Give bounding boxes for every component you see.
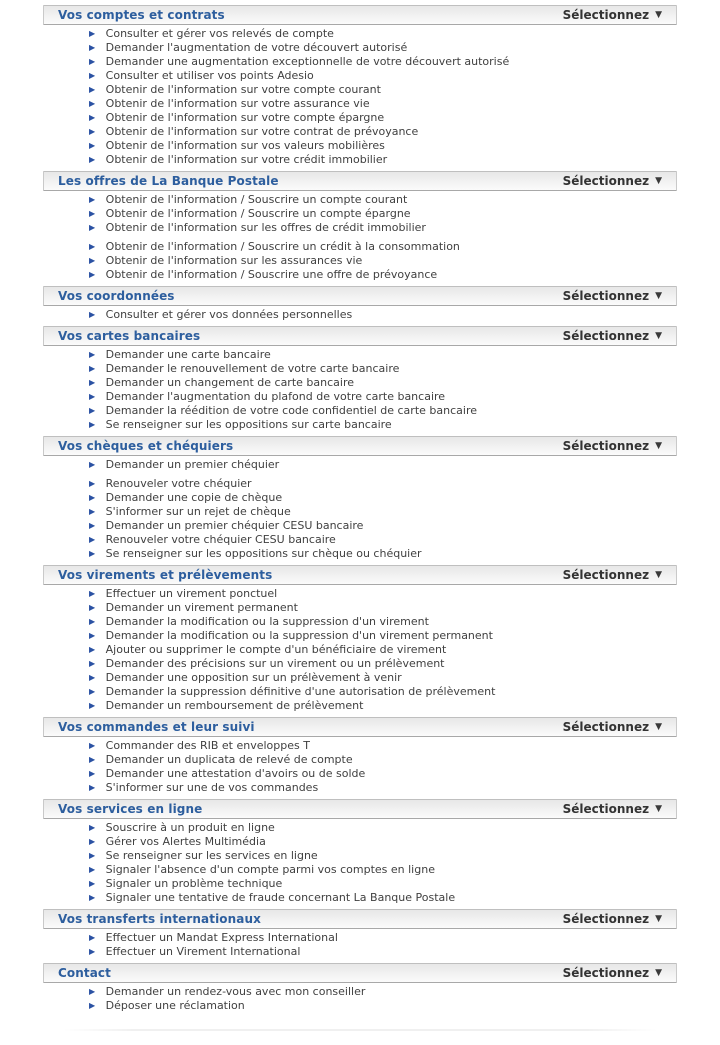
item-link[interactable]: Demander un duplicata de relevé de compte — [105, 753, 353, 766]
play-icon: ▶ — [89, 155, 96, 164]
item-link[interactable]: Consulter et utiliser vos points Adesio — [105, 69, 314, 82]
list-item[interactable] — [43, 739, 677, 753]
item-link[interactable]: Obtenir de l'information / Souscrire un compte courant — [105, 193, 408, 206]
list-item[interactable] — [43, 999, 677, 1013]
section-items — [43, 585, 677, 717]
item-link[interactable]: Obtenir de l'information / Souscrire un crédit à la consommation — [105, 240, 460, 253]
play-icon: ▶ — [89, 645, 96, 654]
item-link[interactable]: Demander un rendez-vous avec mon conseiller — [105, 985, 366, 998]
list-item[interactable] — [43, 41, 677, 55]
play-icon: ▶ — [89, 837, 96, 846]
section-title[interactable]: Contact — [58, 966, 111, 980]
play-icon: ▶ — [89, 893, 96, 902]
play-icon: ▶ — [89, 406, 96, 415]
play-icon: ▶ — [89, 242, 96, 251]
chevron-down-icon: ▼ — [655, 721, 662, 732]
list-item[interactable] — [43, 601, 677, 615]
list-item[interactable] — [43, 615, 677, 629]
item-link[interactable]: Demander une augmentation exceptionnelle de votre découvert autorisé — [105, 55, 510, 68]
accordion-section — [43, 909, 677, 963]
play-icon: ▶ — [89, 521, 96, 530]
select-dropdown[interactable] — [563, 802, 662, 816]
accordion-section — [43, 286, 677, 326]
item-link[interactable]: Demander des précisions sur un virement ou un prélèvement — [105, 657, 445, 670]
section-title[interactable]: Vos chèques et chéquiers — [58, 439, 234, 453]
accordion-list — [43, 5, 677, 1017]
accordion-section — [43, 963, 677, 1017]
select-dropdown[interactable] — [563, 720, 662, 734]
play-icon: ▶ — [89, 603, 96, 612]
select-label: Sélectionnez — [562, 329, 650, 343]
item-link[interactable]: Demander la modification ou la suppression d'un virement permanent — [105, 629, 493, 642]
select-label: Sélectionnez — [562, 720, 650, 734]
list-item[interactable] — [43, 835, 677, 849]
item-link[interactable]: Demander l'augmentation de votre découvert autorisé — [105, 41, 408, 54]
play-icon: ▶ — [89, 29, 96, 38]
chevron-down-icon: ▼ — [655, 330, 662, 341]
play-icon: ▶ — [89, 364, 96, 373]
section-title[interactable]: Vos services en ligne — [58, 802, 203, 816]
item-link[interactable]: Demander un changement de carte bancaire — [105, 376, 354, 389]
play-icon: ▶ — [89, 687, 96, 696]
list-item[interactable] — [43, 671, 677, 685]
item-link[interactable]: Demander une attestation d'avoirs ou de solde — [105, 767, 366, 780]
play-icon: ▶ — [89, 769, 96, 778]
list-item[interactable] — [43, 587, 677, 601]
chevron-down-icon: ▼ — [655, 440, 662, 451]
list-item[interactable] — [43, 931, 677, 945]
play-icon: ▶ — [89, 223, 96, 232]
chevron-down-icon: ▼ — [655, 913, 662, 924]
play-icon: ▶ — [89, 99, 96, 108]
item-link[interactable]: Obtenir de l'information sur votre compte courant — [105, 83, 381, 96]
section-title[interactable]: Vos coordonnées — [58, 289, 175, 303]
select-label: Sélectionnez — [562, 439, 650, 453]
list-item[interactable] — [43, 207, 677, 221]
item-link[interactable]: Demander le renouvellement de votre carte bancaire — [105, 362, 400, 375]
select-dropdown[interactable] — [563, 568, 662, 582]
play-icon: ▶ — [89, 631, 96, 640]
list-item[interactable] — [43, 55, 677, 69]
section-header[interactable] — [43, 717, 677, 737]
section-items — [43, 306, 677, 326]
list-item[interactable] — [43, 849, 677, 863]
item-link[interactable]: Ajouter ou supprimer le compte d'un bénéficiaire de virement — [105, 643, 447, 656]
play-icon: ▶ — [89, 493, 96, 502]
select-dropdown[interactable] — [563, 329, 662, 343]
list-item[interactable] — [43, 111, 677, 125]
play-icon: ▶ — [89, 195, 96, 204]
section-title[interactable]: Vos cartes bancaires — [58, 329, 201, 343]
accordion-section — [43, 565, 677, 717]
section-header[interactable] — [43, 565, 677, 585]
play-icon: ▶ — [89, 823, 96, 832]
list-item[interactable] — [43, 863, 677, 877]
accordion-section — [43, 171, 677, 286]
list-item[interactable] — [43, 533, 677, 547]
list-item[interactable] — [43, 69, 677, 83]
item-link[interactable]: Obtenir de l'information sur les assurances vie — [105, 254, 363, 267]
list-item[interactable] — [43, 27, 677, 41]
select-dropdown[interactable] — [563, 289, 662, 303]
item-link[interactable]: Effectuer un virement ponctuel — [105, 587, 278, 600]
play-icon: ▶ — [89, 783, 96, 792]
accordion-section — [43, 717, 677, 799]
list-item[interactable] — [43, 891, 677, 905]
list-item[interactable] — [43, 139, 677, 153]
list-item[interactable] — [43, 781, 677, 795]
list-item[interactable] — [43, 458, 677, 472]
play-icon: ▶ — [89, 350, 96, 359]
item-link[interactable]: Consulter et gérer vos relevés de compte — [105, 27, 334, 40]
chevron-down-icon: ▼ — [655, 290, 662, 301]
play-icon: ▶ — [89, 549, 96, 558]
item-link[interactable]: Souscrire à un produit en ligne — [105, 821, 275, 834]
list-item[interactable] — [43, 268, 677, 282]
play-icon: ▶ — [89, 947, 96, 956]
list-item[interactable] — [43, 376, 677, 390]
play-icon: ▶ — [89, 479, 96, 488]
section-title[interactable]: Vos comptes et contrats — [58, 8, 225, 22]
item-link[interactable]: Demander la réédition de votre code confidentiel de carte bancaire — [105, 404, 477, 417]
play-icon: ▶ — [89, 865, 96, 874]
item-link[interactable]: Obtenir de l'information / Souscrire un compte épargne — [105, 207, 411, 220]
list-item[interactable] — [43, 97, 677, 111]
accordion-section — [43, 436, 677, 565]
chevron-down-icon: ▼ — [655, 9, 662, 20]
play-icon: ▶ — [89, 71, 96, 80]
play-icon: ▶ — [89, 113, 96, 122]
play-icon: ▶ — [89, 879, 96, 888]
section-items — [43, 456, 677, 565]
select-label: Sélectionnez — [562, 289, 650, 303]
list-item[interactable] — [43, 877, 677, 891]
item-link[interactable]: Signaler une tentative de fraude concernant La Banque Postale — [105, 891, 456, 904]
chevron-down-icon: ▼ — [655, 967, 662, 978]
list-item[interactable] — [43, 985, 677, 999]
play-icon: ▶ — [89, 127, 96, 136]
list-item[interactable] — [43, 629, 677, 643]
play-icon: ▶ — [89, 209, 96, 218]
item-link[interactable]: Obtenir de l'information sur les offres de crédit immobilier — [105, 221, 426, 234]
item-link[interactable]: Obtenir de l'information sur votre contrat de prévoyance — [105, 125, 419, 138]
play-icon: ▶ — [89, 701, 96, 710]
item-link[interactable]: Demander un premier chéquier — [105, 458, 280, 471]
play-icon: ▶ — [89, 256, 96, 265]
play-icon: ▶ — [89, 987, 96, 996]
section-items — [43, 346, 677, 436]
list-item[interactable] — [43, 643, 677, 657]
play-icon: ▶ — [89, 741, 96, 750]
play-icon: ▶ — [89, 507, 96, 516]
play-icon: ▶ — [89, 460, 96, 469]
item-link[interactable]: Renouveler votre chéquier CESU bancaire — [105, 533, 336, 546]
play-icon: ▶ — [89, 617, 96, 626]
list-item[interactable] — [43, 753, 677, 767]
select-label: Sélectionnez — [562, 8, 650, 22]
play-icon: ▶ — [89, 57, 96, 66]
item-link[interactable]: Obtenir de l'information sur votre compte épargne — [105, 111, 385, 124]
section-items — [43, 983, 677, 1017]
chevron-down-icon: ▼ — [655, 569, 662, 580]
item-link[interactable]: Demander une carte bancaire — [105, 348, 271, 361]
select-label: Sélectionnez — [562, 966, 650, 980]
list-item[interactable] — [43, 505, 677, 519]
play-icon: ▶ — [89, 420, 96, 429]
list-item[interactable] — [43, 404, 677, 418]
section-header[interactable] — [43, 909, 677, 929]
play-icon: ▶ — [89, 933, 96, 942]
list-item[interactable] — [43, 821, 677, 835]
select-dropdown[interactable] — [563, 966, 662, 980]
list-item[interactable] — [43, 83, 677, 97]
list-item[interactable] — [43, 308, 677, 322]
section-title[interactable]: Vos transferts internationaux — [58, 912, 261, 926]
list-item[interactable] — [43, 945, 677, 959]
item-link[interactable]: S'informer sur une de vos commandes — [105, 781, 319, 794]
section-header[interactable] — [43, 799, 677, 819]
select-label: Sélectionnez — [562, 802, 650, 816]
item-link[interactable]: Demander un virement permanent — [105, 601, 298, 614]
accordion-section — [43, 799, 677, 909]
chevron-down-icon: ▼ — [655, 803, 662, 814]
list-item[interactable] — [43, 767, 677, 781]
section-header[interactable] — [43, 963, 677, 983]
play-icon: ▶ — [89, 659, 96, 668]
list-item[interactable] — [43, 193, 677, 207]
section-items — [43, 191, 677, 286]
play-icon: ▶ — [89, 392, 96, 401]
play-icon: ▶ — [89, 270, 96, 279]
container-shadow — [62, 1029, 658, 1031]
play-icon: ▶ — [89, 673, 96, 682]
section-title[interactable]: Vos virements et prélèvements — [58, 568, 273, 582]
section-header[interactable] — [43, 326, 677, 346]
item-link[interactable]: S'informer sur un rejet de chèque — [105, 505, 291, 518]
select-dropdown[interactable] — [563, 439, 662, 453]
item-link[interactable]: Obtenir de l'information sur vos valeurs mobilières — [105, 139, 385, 152]
item-link[interactable]: Obtenir de l'information sur votre crédit immobilier — [105, 153, 388, 166]
item-link[interactable]: Déposer une réclamation — [105, 999, 245, 1012]
item-link[interactable]: Consulter et gérer vos données personnelles — [105, 308, 353, 321]
section-title[interactable]: Les offres de La Banque Postale — [58, 174, 279, 188]
play-icon: ▶ — [89, 851, 96, 860]
item-link[interactable]: Demander une copie de chèque — [105, 491, 283, 504]
item-link[interactable]: Effectuer un Virement International — [105, 945, 301, 958]
item-link[interactable]: Signaler un problème technique — [105, 877, 283, 890]
section-title[interactable]: Vos commandes et leur suivi — [58, 720, 255, 734]
chevron-down-icon: ▼ — [655, 175, 662, 186]
item-link[interactable]: Se renseigner sur les oppositions sur chèque ou chéquier — [105, 547, 422, 560]
item-link[interactable]: Signaler l'absence d'un compte parmi vos comptes en ligne — [105, 863, 435, 876]
section-items — [43, 929, 677, 963]
item-link[interactable]: Se renseigner sur les services en ligne — [105, 849, 318, 862]
select-label: Sélectionnez — [562, 568, 650, 582]
list-item[interactable] — [43, 254, 677, 268]
section-items — [43, 25, 677, 171]
list-item[interactable] — [43, 125, 677, 139]
list-item[interactable] — [43, 418, 677, 432]
section-items — [43, 737, 677, 799]
list-item[interactable] — [43, 221, 677, 235]
item-link[interactable]: Renouveler votre chéquier — [105, 477, 252, 490]
item-link[interactable]: Effectuer un Mandat Express International — [105, 931, 338, 944]
play-icon: ▶ — [89, 755, 96, 764]
play-icon: ▶ — [89, 535, 96, 544]
item-link[interactable]: Obtenir de l'information sur votre assurance vie — [105, 97, 370, 110]
list-item[interactable] — [43, 362, 677, 376]
section-header[interactable] — [43, 5, 677, 25]
select-label: Sélectionnez — [562, 174, 650, 188]
item-link[interactable]: Demander un remboursement de prélèvement — [105, 699, 364, 712]
play-icon: ▶ — [89, 85, 96, 94]
play-icon: ▶ — [89, 1001, 96, 1010]
play-icon: ▶ — [89, 589, 96, 598]
list-item[interactable] — [43, 519, 677, 533]
list-item[interactable] — [43, 491, 677, 505]
section-items — [43, 819, 677, 909]
list-item[interactable] — [43, 685, 677, 699]
list-item[interactable] — [43, 699, 677, 713]
item-link[interactable]: Obtenir de l'information / Souscrire une offre de prévoyance — [105, 268, 438, 281]
list-item[interactable] — [43, 657, 677, 671]
select-dropdown[interactable] — [563, 174, 662, 188]
list-item[interactable] — [43, 477, 677, 491]
list-item[interactable] — [43, 390, 677, 404]
play-icon: ▶ — [89, 378, 96, 387]
list-item[interactable] — [43, 348, 677, 362]
accordion-section — [43, 5, 677, 171]
select-dropdown[interactable] — [563, 912, 662, 926]
select-dropdown[interactable] — [563, 8, 662, 22]
section-header[interactable] — [43, 286, 677, 306]
item-link[interactable]: Se renseigner sur les oppositions sur carte bancaire — [105, 418, 392, 431]
item-link[interactable]: Commander des RIB et enveloppes T — [105, 739, 310, 752]
list-item[interactable] — [43, 240, 677, 254]
play-icon: ▶ — [89, 43, 96, 52]
list-item[interactable] — [43, 153, 677, 167]
section-header[interactable] — [43, 171, 677, 191]
select-label: Sélectionnez — [562, 912, 650, 926]
play-icon: ▶ — [89, 141, 96, 150]
play-icon: ▶ — [89, 310, 96, 319]
item-link[interactable]: Gérer vos Alertes Multimédia — [105, 835, 266, 848]
item-link[interactable]: Demander l'augmentation du plafond de votre carte bancaire — [105, 390, 446, 403]
item-link[interactable]: Demander une opposition sur un prélèvement à venir — [105, 671, 402, 684]
item-link[interactable]: Demander la suppression définitive d'une autorisation de prélèvement — [105, 685, 496, 698]
section-header[interactable] — [43, 436, 677, 456]
accordion-section — [43, 326, 677, 436]
item-link[interactable]: Demander un premier chéquier CESU bancaire — [105, 519, 364, 532]
item-link[interactable]: Demander la modification ou la suppression d'un virement — [105, 615, 429, 628]
list-item[interactable] — [43, 547, 677, 561]
